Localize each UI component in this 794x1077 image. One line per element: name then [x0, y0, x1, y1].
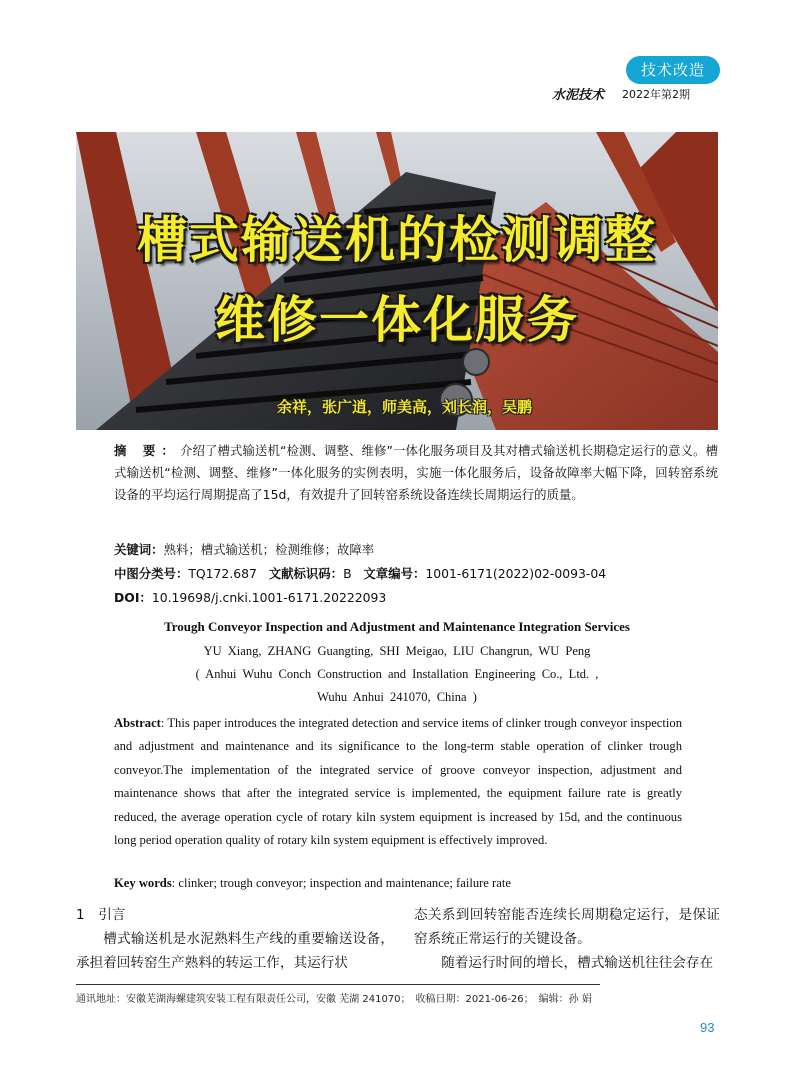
- doc-code-label: 文献标识码：: [268, 566, 344, 581]
- body-right-column: [414, 903, 720, 975]
- section-heading: 1 引言: [76, 907, 126, 923]
- english-keywords: [114, 876, 511, 891]
- doc-code-value: B: [343, 566, 352, 581]
- keywords-cn-text: 熟料；槽式输送机；检测维修；故障率: [163, 542, 375, 557]
- footnote-divider: [76, 984, 600, 985]
- english-keywords-label: Key words: [114, 876, 172, 890]
- body-right-paragraph-1: 态关系到回转窑能否连续长周期稳定运行，是保证窑系统正常运行的关键设备。: [414, 907, 720, 947]
- clc-value: TQ172.687: [188, 566, 257, 581]
- english-keywords-text: : clinker; trough conveyor; inspection and maintenance; failure rate: [171, 876, 511, 890]
- english-abstract-text: : This paper introduces the integrated detection and service items of clinker trough conveyor inspection and adjustment and maintenance and its significance to the long-term stable operation of clinker trough conveyor.The implementation of the integrated service of groove conveyor inspection, adjustment and maintenance shows that after the integrated service is implemented, the equipment failure rate is greatly reduced, the average operation cycle of rotary kiln system equipment is increased by 15d, and the continuous long period operation quality of rotary kiln system equipment is effectively improved.: [114, 716, 682, 848]
- abstract-cn: [114, 440, 718, 506]
- doi-label: DOI：: [114, 590, 152, 605]
- article-title-line1: 槽式输送机的检测调整: [137, 211, 657, 269]
- doi-line: [114, 588, 386, 606]
- footnote: 通讯地址：安徽芜湖海螺建筑安装工程有限责任公司，安徽 芜湖 241070； 收稿日期：2021-06-26； 编辑：孙 娟: [76, 994, 592, 1005]
- english-affiliation-line1: ( Anhui Wuhu Conch Construction and Installation Engineering Co., Ltd. ,: [195, 667, 599, 681]
- page-number: 93: [700, 1020, 715, 1035]
- body-right-paragraph-2: 随着运行时间的增长，槽式输送机往往会存在: [441, 955, 714, 971]
- abstract-cn-label: 摘 要：: [114, 443, 180, 458]
- abstract-cn-text: 介绍了槽式输送机“检测、调整、维修”一体化服务项目及其对槽式输送机长期稳定运行的意义。槽式输送机“检测、调整、维修”一体化服务的实例表明，实施一体化服务后，设备故障率大幅下降，回转窑系统设备的平均运行周期提高了15d，有效提升了回转窑系统设备连续长周期运行的质量。: [114, 443, 718, 502]
- issue-label: 2022年第2期: [622, 88, 690, 101]
- english-title: Trough Conveyor Inspection and Adjustment and Maintenance Integration Services: [164, 619, 630, 634]
- article-title-line2: 维修一体化服务: [215, 291, 579, 349]
- english-abstract: [114, 712, 682, 852]
- keywords-cn: [114, 540, 374, 558]
- article-no-value: 1001-6171(2022)02-0093-04: [425, 566, 607, 581]
- clc-label: 中图分类号：: [114, 566, 189, 581]
- doi-value: 10.19698/j.cnki.1001-6171.20222093: [151, 590, 387, 605]
- authors-cn: 余祥，张广逍，师美高，刘长润，吴鹏: [276, 398, 532, 416]
- english-abstract-label: Abstract: [114, 716, 161, 730]
- keywords-cn-label: 关键词：: [114, 542, 164, 557]
- section-badge: 技术改造: [626, 56, 720, 84]
- body-left-column: [76, 903, 394, 975]
- body-left-paragraph: 槽式输送机是水泥熟料生产线的重要输送设备，承担着回转窑生产熟料的转运工作，其运行状: [76, 931, 394, 971]
- title-banner: [76, 132, 718, 430]
- classification-line: [114, 564, 606, 582]
- journal-name: 水泥技术: [552, 88, 605, 103]
- english-authors: YU Xiang, ZHANG Guangting, SHI Meigao, LIU Changrun, WU Peng: [203, 644, 591, 658]
- article-no-label: 文章编号：: [363, 566, 426, 581]
- english-affiliation-line2: Wuhu Anhui 241070, China ): [317, 690, 477, 704]
